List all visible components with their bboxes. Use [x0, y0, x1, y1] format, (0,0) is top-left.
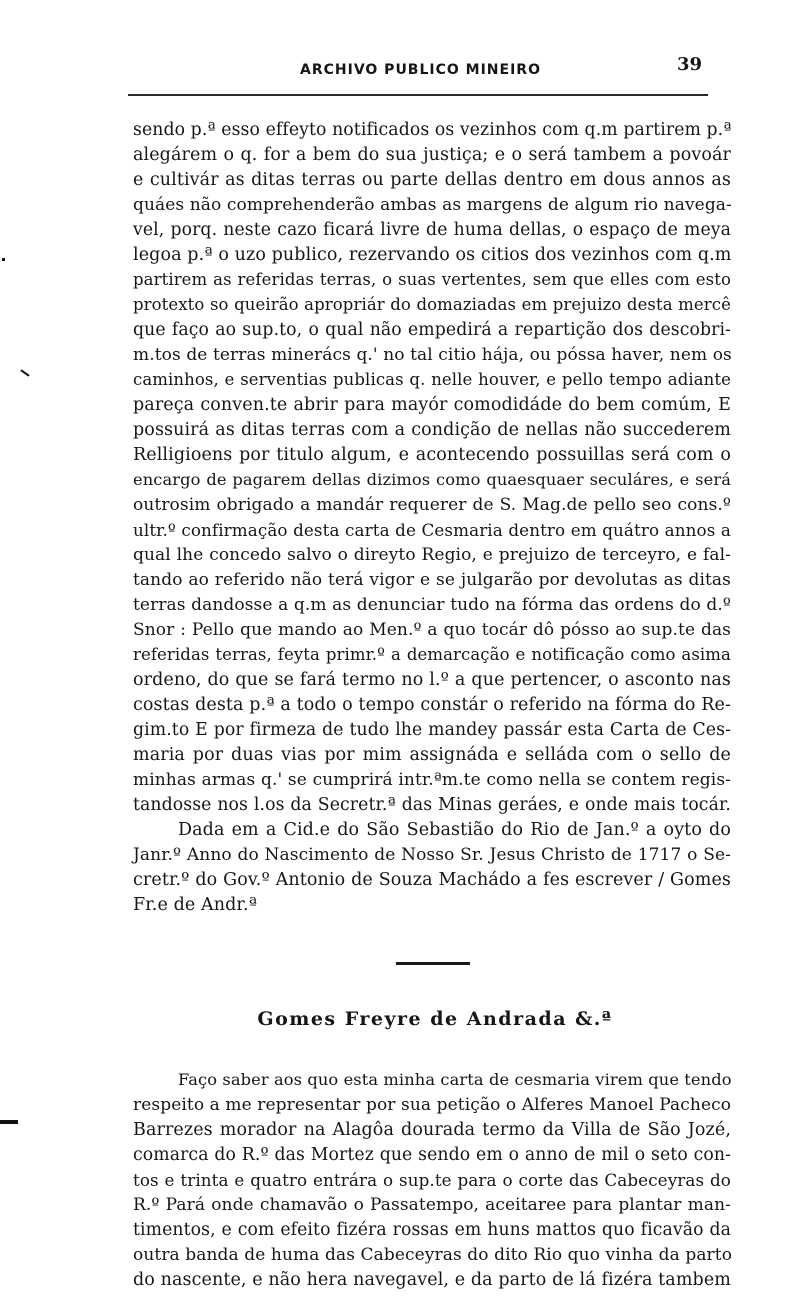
text-line: quáes não comprehenderão ambas as margens de algum rio navega- [133, 195, 732, 215]
text-line: outra banda de huma das Cabeceyras do dito Rio quo vinha da parto [133, 1245, 733, 1265]
text-line: costas desta p.ª a todo o tempo constár o referido na fórma do Re- [133, 695, 731, 715]
text-line: partirem as referidas terras, o suas vertentes, sem que elles com esto [133, 270, 731, 289]
text-line: timentos, e com efeito fizéra rossas em huns mattos quo ficavão da [133, 1220, 731, 1240]
text-line: referidas terras, feyta primr.º a demarcação e notificação como asima [133, 645, 731, 664]
text-line: tos e trinta e quatro entrára o sup.te para o corte das Cabeceyras do [133, 1170, 731, 1190]
text-line: m.tos de terras minerács q.' no tal citio hája, ou póssa haver, nem os [133, 345, 732, 365]
text-line: Dada em a Cid.e do São Sebastião do Rio de Jan.º a oyto do [178, 820, 731, 840]
text-line: Janr.º Anno do Nascimento de Nosso Sr. Jesus Christo de 1717 o Se- [133, 845, 731, 865]
page-number: 39 [677, 54, 703, 75]
text-line: comarca do R.º das Mortez que sendo em o anno de mil o seto con- [133, 1145, 731, 1165]
text-line: do nascente, e não hera navegavel, e da parto de lá fizéra tambem [133, 1270, 731, 1290]
text-line: minhas armas q.' se cumprirá intr.ªm.te como nella se contem regis- [133, 770, 731, 790]
text-line: protexto so queirão apropriár do domaziadas em prejuizo desta mercê [133, 295, 731, 314]
text-line: Barrezes morador na Alagôa dourada termo da Villa de São Jozé, [133, 1120, 731, 1140]
text-line: qual lhe concedo salvo o direyto Regio, e prejuizo de terceyro, e fal- [133, 545, 731, 565]
text-line: outrosim obrigado a mandár requerer de S. Mag.de pello seo cons.º [133, 495, 731, 515]
scan-artifact-dot [20, 369, 29, 376]
text-line: maria por duas vias por mim assignáda e selláda com o sello de [133, 745, 731, 765]
text-line: cretr.º do Gov.º Antonio de Souza Machádo a fes escrever / Gomes [133, 870, 731, 890]
text-line: Relligioens por titulo algum, e acontecendo possuillas será com o [133, 445, 731, 465]
text-line: legoa p.ª o uzo publico, rezervando os citios dos vezinhos com q.m [133, 245, 732, 265]
text-line: possuirá as ditas terras com a condição de nellas não succederem [133, 420, 731, 440]
text-line: Fr.e de Andr.ª [133, 895, 258, 915]
text-line: tando ao referido não terá vigor e se julgarão por devolutas as ditas [133, 570, 731, 590]
text-line: respeito a me representar por sua petição o Alferes Manoel Pacheco [133, 1095, 732, 1115]
section-divider [396, 962, 470, 965]
text-line: Faço saber aos quo esta minha carta de cesmaria virem que tendo [178, 1070, 732, 1089]
text-line: R.º Pará onde chamavão o Passatempo, aceitaree para plantar man- [133, 1195, 731, 1215]
text-line: alegárem o q. for a bem do sua justiça; e o será tambem a povoár [133, 145, 731, 165]
header-rule [128, 94, 708, 96]
running-title: ARCHIVO PUBLICO MINEIRO [300, 62, 541, 78]
text-line: terras dandosse a q.m as denunciar tudo na fórma das ordens do d.º [133, 595, 731, 615]
text-line: caminhos, e serventias publicas q. nelle houver, e pello tempo adiante [133, 370, 731, 389]
text-line: e cultivár as ditas terras ou parte dellas dentro em dous annos as [133, 170, 731, 190]
text-line: gim.to E por firmeza de tudo lhe mandey passár esta Carta de Ces- [133, 720, 731, 740]
scan-artifact-dot [2, 258, 5, 261]
text-line: que faço ao sup.to, o qual não empedirá a repartição dos descobri- [133, 320, 731, 340]
text-line: ordeno, do que se fará termo no l.º a que pertencer, o asconto nas [133, 670, 731, 690]
text-line: ultr.º confirmação desta carta de Cesmaria dentro em quátro annos a [133, 520, 731, 540]
text-line: sendo p.ª esso effeyto notificados os vezinhos com q.m partirem p.ª [133, 120, 732, 140]
scan-artifact-mark [0, 1120, 18, 1124]
text-line: Snor : Pello que mando ao Men.º a quo tocár dô pósso ao sup.te das [133, 620, 731, 640]
section-heading: Gomes Freyre de Andrada &.ª [257, 1008, 613, 1030]
text-line: pareça conven.te abrir para mayór comodidáde do bem comúm, E [133, 395, 731, 415]
text-line: tandosse nos l.os da Secretr.ª das Minas geráes, e onde mais tocár. [133, 795, 731, 815]
text-line: encargo de pagarem dellas dizimos como quaesquaer seculáres, e será [133, 470, 731, 489]
text-line: vel, porq. neste cazo ficará livre de huma dellas, o espaço de meya [133, 220, 731, 240]
